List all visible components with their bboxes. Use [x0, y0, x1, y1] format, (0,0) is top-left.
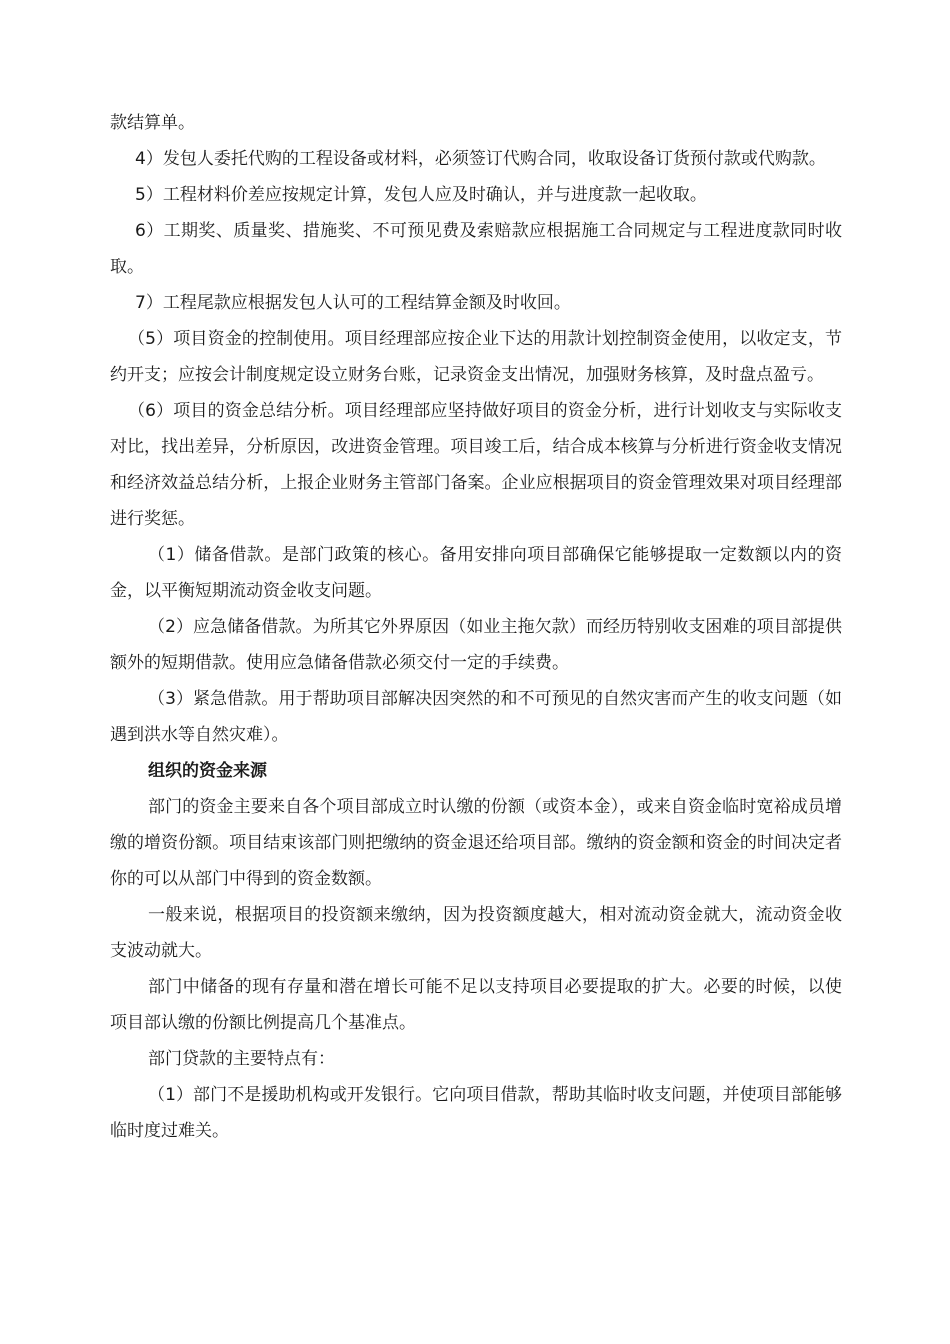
paragraph-item-4: 4）发包人委托代购的工程设备或材料，必须签订代购合同，收取设备订货预付款或代购款。 [135, 149, 826, 169]
paragraph-section-5: （5）项目资金的控制使用。项目经理部应按企业下达的用款计划控制资金使用，以收定支，节约开支；应按会计制度规定设立财务台账，记录资金支出情况，加强财务核算，及时盘点盈亏。 [110, 329, 842, 385]
paragraph-continuation: 款结算单。 [110, 113, 195, 133]
paragraph-reserve-loan: （1）储备借款。是部门政策的核心。备用安排向项目部确保它能够提取一定数额以内的资金，以平衡短期流动资金收支问题。 [110, 545, 842, 601]
paragraph-reserve-stock: 部门中储备的现有存量和潜在增长可能不足以支持项目必要提取的扩大。必要的时候，以使项目部认缴的份额比例提高几个基准点。 [110, 977, 842, 1033]
paragraph-section-6: （6）项目的资金总结分析。项目经理部应坚持做好项目的资金分析，进行计划收支与实际收支对比，找出差异，分析原因，改进资金管理。项目竣工后，结合成本核算与分析进行资金收支情况和经济效益总结分析，上报企业财务主管部门备案。企业应根据项目的资金管理效果对项目经理部进行奖惩。 [110, 401, 842, 529]
paragraph-emergency-reserve-loan: （2）应急储备借款。为所其它外界原因（如业主拖欠款）而经历特别收支困难的项目部提供额外的短期借款。使用应急储备借款必须交付一定的手续费。 [110, 617, 842, 673]
paragraph-urgent-loan: （3）紧急借款。用于帮助项目部解决因突然的和不可预见的自然灾害而产生的收支问题（如遇到洪水等自然灾难）。 [110, 689, 842, 745]
paragraph-item-7: 7）工程尾款应根据发包人认可的工程结算金额及时收回。 [135, 293, 571, 313]
paragraph-loan-features-intro: 部门贷款的主要特点有： [148, 1049, 335, 1069]
paragraph-fund-sources: 部门的资金主要来自各个项目部成立时认缴的份额（或资本金），或来自资金临时宽裕成员增缴的增资份额。项目结束该部门则把缴纳的资金退还给项目部。缴纳的资金额和资金的时间决定者你的可以从部门中得到的资金数额。 [110, 797, 842, 889]
document-body [110, 105, 842, 1149]
section-heading-fund-sources: 组织的资金来源 [148, 761, 267, 781]
paragraph-item-6: 6）工期奖、质量奖、措施奖、不可预见费及索赔款应根据施工合同规定与工程进度款同时收取。 [110, 221, 842, 277]
paragraph-investment-amount: 一般来说，根据项目的投资额来缴纳，因为投资额度越大，相对流动资金就大，流动资金收支波动就大。 [110, 905, 842, 961]
paragraph-loan-feature-1: （1）部门不是援助机构或开发银行。它向项目借款，帮助其临时收支问题，并使项目部能够临时度过难关。 [110, 1085, 842, 1141]
paragraph-item-5: 5）工程材料价差应按规定计算，发包人应及时确认，并与进度款一起收取。 [135, 185, 707, 205]
